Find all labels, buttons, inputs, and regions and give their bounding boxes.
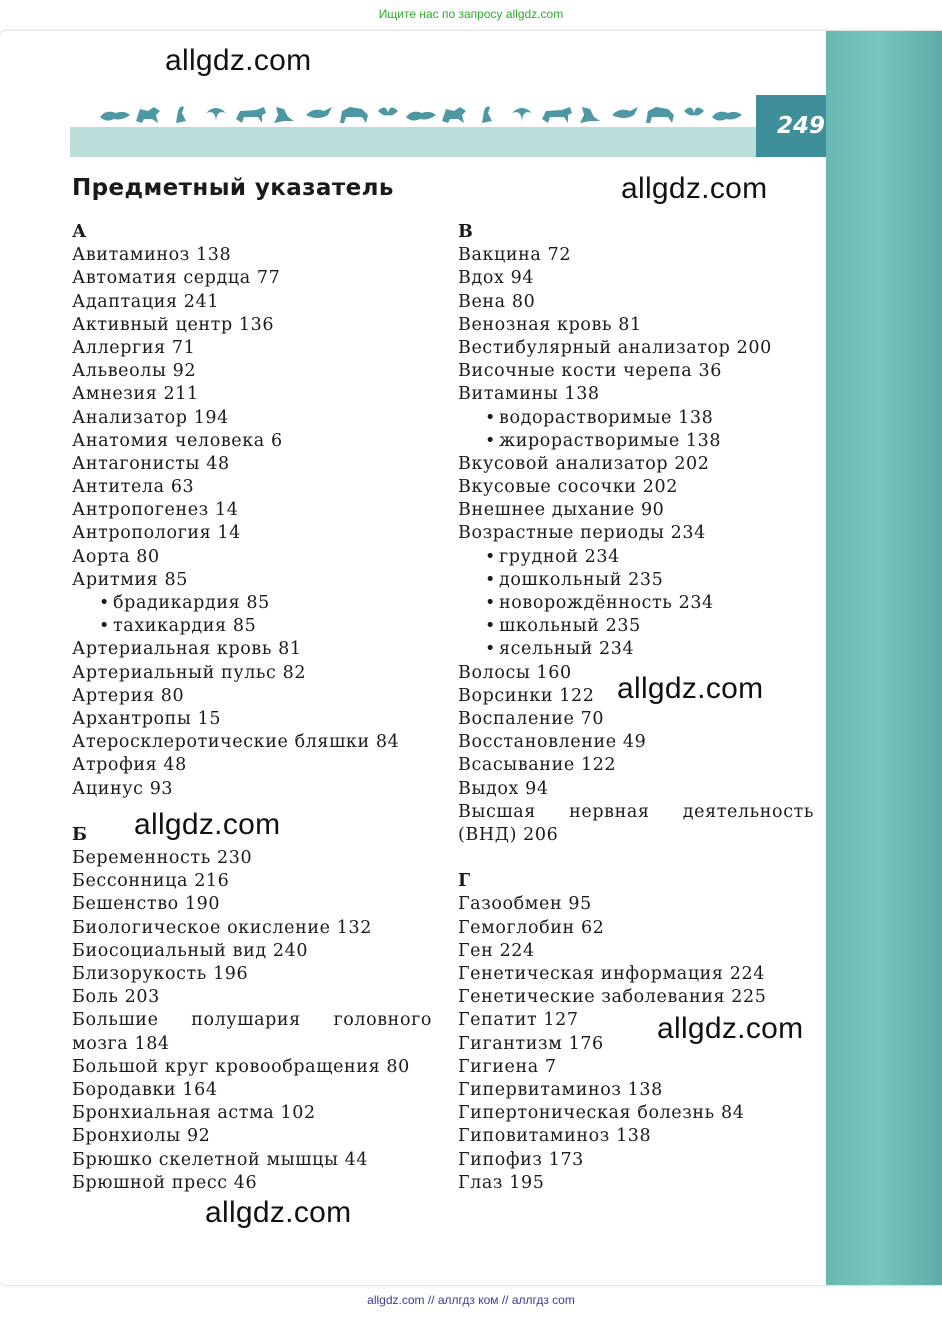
animal-silhouette-icon <box>712 112 742 121</box>
index-subentry <box>458 615 814 638</box>
index-entry: Генетические заболевания 225 <box>458 987 767 1008</box>
animal-silhouette-icon <box>442 107 466 123</box>
index-entry: Гиповитаминоз 138 <box>458 1126 652 1147</box>
index-entry: Возрастные периоды 234 <box>458 523 706 544</box>
index-entry: Всасывание 122 <box>458 755 617 776</box>
subentry-text: новорождённость 234 <box>499 593 714 613</box>
bullet-icon: • <box>485 639 496 660</box>
animal-silhouettes-decoration <box>100 101 750 127</box>
book-page <box>0 31 942 1285</box>
watermark: allgdz.com <box>657 1012 804 1045</box>
bullet-icon: • <box>485 593 496 613</box>
watermark: allgdz.com <box>165 44 312 77</box>
subentry-text: грудной 234 <box>499 546 620 567</box>
index-entry: Анализатор 194 <box>72 407 229 428</box>
index-entry: Вестибулярный анализатор 200 <box>458 337 772 358</box>
index-entry: Беременность 230 <box>72 848 253 869</box>
index-entry: Брюшной пресс 46 <box>72 1172 258 1193</box>
index-entry: Активный центр 136 <box>72 314 275 335</box>
index-entry: Артериальный пульс 82 <box>72 662 307 683</box>
section-gap <box>458 847 814 870</box>
index-entry: Бронхиолы 92 <box>72 1126 211 1147</box>
subentry-text: брадикардия 85 <box>113 593 270 613</box>
index-entry: Вена 80 <box>458 291 536 312</box>
index-entry: Альвеолы 92 <box>72 361 197 382</box>
section-letter: Б <box>72 824 88 845</box>
index-entry: Венозная кровь 81 <box>458 314 642 335</box>
page-number: 249 <box>776 113 825 139</box>
index-entry: мозга 184 <box>72 1033 170 1054</box>
subentry-text: жирорастворимые 138 <box>499 430 722 451</box>
index-entry: Гигантизм 176 <box>458 1033 604 1054</box>
index-entry: Внешнее дыхание 90 <box>458 500 665 521</box>
bullet-icon: • <box>99 616 110 637</box>
index-entry: Гипофиз 173 <box>458 1149 584 1170</box>
index-entry: Вкусовой анализатор 202 <box>458 453 710 474</box>
bullet-icon: • <box>99 593 110 613</box>
index-entry: Близорукость 196 <box>72 964 249 984</box>
index-entry: Артерия 80 <box>72 685 185 706</box>
section-letter: Г <box>458 871 471 892</box>
index-subentry <box>458 546 814 569</box>
index-subentry <box>458 638 814 661</box>
index-entry: Брюшко скелетной мышцы 44 <box>72 1149 369 1170</box>
index-entry: Газообмен 95 <box>458 894 592 915</box>
bullet-icon: • <box>485 430 496 451</box>
index-entry: Биологическое окисление 132 <box>72 917 372 938</box>
index-entry: Витамины 138 <box>458 384 600 405</box>
watermark: allgdz.com <box>205 1196 352 1229</box>
index-entry: Гигиена 7 <box>458 1056 557 1077</box>
index-entry: (ВНД) 206 <box>458 824 559 845</box>
subentry-text: тахикардия 85 <box>113 616 257 637</box>
index-entry: Атеросклеротические бляшки 84 <box>72 732 400 753</box>
section-letter: А <box>72 222 87 242</box>
index-entry: Выдох 94 <box>458 778 549 799</box>
index-entry: Большой круг кровообращения 80 <box>72 1056 410 1077</box>
index-entry: Вкусовые сосочки 202 <box>458 477 678 498</box>
header-bar <box>70 127 756 157</box>
index-entry: Биосоциальный вид 240 <box>72 940 309 961</box>
index-entry: Автоматия сердца 77 <box>72 268 281 289</box>
top-banner[interactable]: Ищите нас по запросу allgdz.com <box>378 7 564 21</box>
index-subentry <box>458 407 814 430</box>
index-entry: Высшая нервная деятельность <box>458 801 814 822</box>
index-subentry <box>458 569 814 592</box>
animal-silhouette-icon <box>100 112 130 121</box>
index-entry: Восстановление 49 <box>458 732 647 753</box>
animal-silhouette-icon <box>176 107 186 124</box>
watermark: allgdz.com <box>617 672 764 705</box>
animal-silhouette-icon <box>646 107 674 123</box>
animal-silhouette-icon <box>306 107 332 118</box>
index-entry: Волосы 160 <box>458 662 572 683</box>
index-column-right <box>458 221 814 1195</box>
index-column-left <box>72 221 432 1195</box>
index-entry: Вакцина 72 <box>458 245 572 266</box>
index-entry: Антитела 63 <box>72 477 195 498</box>
index-entry: Антагонисты 48 <box>72 453 230 474</box>
index-entry: Артериальная кровь 81 <box>72 639 302 660</box>
index-subentry <box>72 592 432 615</box>
index-subentry <box>72 615 432 638</box>
index-entry: Боль 203 <box>72 987 160 1008</box>
animal-silhouette-icon <box>684 107 704 115</box>
animal-silhouette-icon <box>406 112 436 121</box>
index-entry: Бешенство 190 <box>72 894 221 915</box>
index-entry: Гепатит 127 <box>458 1010 579 1031</box>
index-entry: Антропогенез 14 <box>72 500 239 521</box>
index-entry: Вдох 94 <box>458 268 535 289</box>
animal-silhouette-icon <box>542 107 572 123</box>
index-entry: Ацинус 93 <box>72 778 174 799</box>
index-entry: Амнезия 211 <box>72 384 199 405</box>
subentry-text: водорастворимые 138 <box>499 407 714 428</box>
index-entry: Аритмия 85 <box>72 569 188 590</box>
footer-links[interactable]: allgdz.com // аллгдз ком // аллгдз com <box>367 1293 575 1307</box>
bullet-icon: • <box>485 569 496 590</box>
subentry-text: дошкольный 235 <box>499 569 664 590</box>
bullet-icon: • <box>485 407 496 428</box>
animal-silhouette-icon <box>136 107 160 123</box>
index-entry: Воспаление 70 <box>458 708 605 729</box>
bullet-icon: • <box>485 546 496 567</box>
index-entry: Авитаминоз 138 <box>72 245 232 266</box>
index-entry: Бронхиальная астма 102 <box>72 1103 316 1124</box>
index-entry: Атрофия 48 <box>72 755 187 776</box>
index-entry: Аорта 80 <box>72 546 160 567</box>
animal-silhouette-icon <box>482 107 492 124</box>
index-entry: Глаз 195 <box>458 1172 545 1193</box>
index-entry: Височные кости черепа 36 <box>458 361 722 382</box>
index-entry: Анатомия человека 6 <box>72 430 283 451</box>
index-entry: Генетическая информация 224 <box>458 964 765 984</box>
side-strip <box>826 31 942 1285</box>
index-entry: Большие полушария головного <box>72 1010 432 1031</box>
animal-silhouette-icon <box>274 107 294 123</box>
animal-silhouette-icon <box>512 108 532 123</box>
page-title: Предметный указатель <box>72 175 394 201</box>
section-letter: В <box>458 222 474 242</box>
animal-silhouette-icon <box>580 107 600 123</box>
animal-silhouette-icon <box>206 108 226 123</box>
index-subentry <box>458 430 814 453</box>
animal-silhouette-icon <box>340 107 368 123</box>
animal-silhouette-icon <box>612 107 638 118</box>
watermark: allgdz.com <box>134 808 281 841</box>
index-entry: Адаптация 241 <box>72 291 219 312</box>
index-entry: Гипервитаминоз 138 <box>458 1079 663 1100</box>
index-entry: Архантропы 15 <box>72 708 222 729</box>
index-entry: Гипертоническая болезнь 84 <box>458 1103 745 1124</box>
animal-silhouette-icon <box>236 107 266 123</box>
index-entry: Аллергия 71 <box>72 337 196 358</box>
watermark: allgdz.com <box>621 172 768 205</box>
index-entry: Бородавки 164 <box>72 1079 218 1100</box>
index-entry: Антропология 14 <box>72 523 241 544</box>
index-entry: Бессонница 216 <box>72 871 230 892</box>
animal-silhouette-icon <box>378 107 398 115</box>
index-entry: Ворсинки 122 <box>458 685 595 706</box>
index-entry: Гемоглобин 62 <box>458 917 605 938</box>
bullet-icon: • <box>485 616 496 637</box>
subentry-text: ясельный 234 <box>499 639 635 660</box>
index-subentry <box>458 592 814 615</box>
index-entry: Ген 224 <box>458 940 535 961</box>
subentry-text: школьный 235 <box>499 616 641 637</box>
